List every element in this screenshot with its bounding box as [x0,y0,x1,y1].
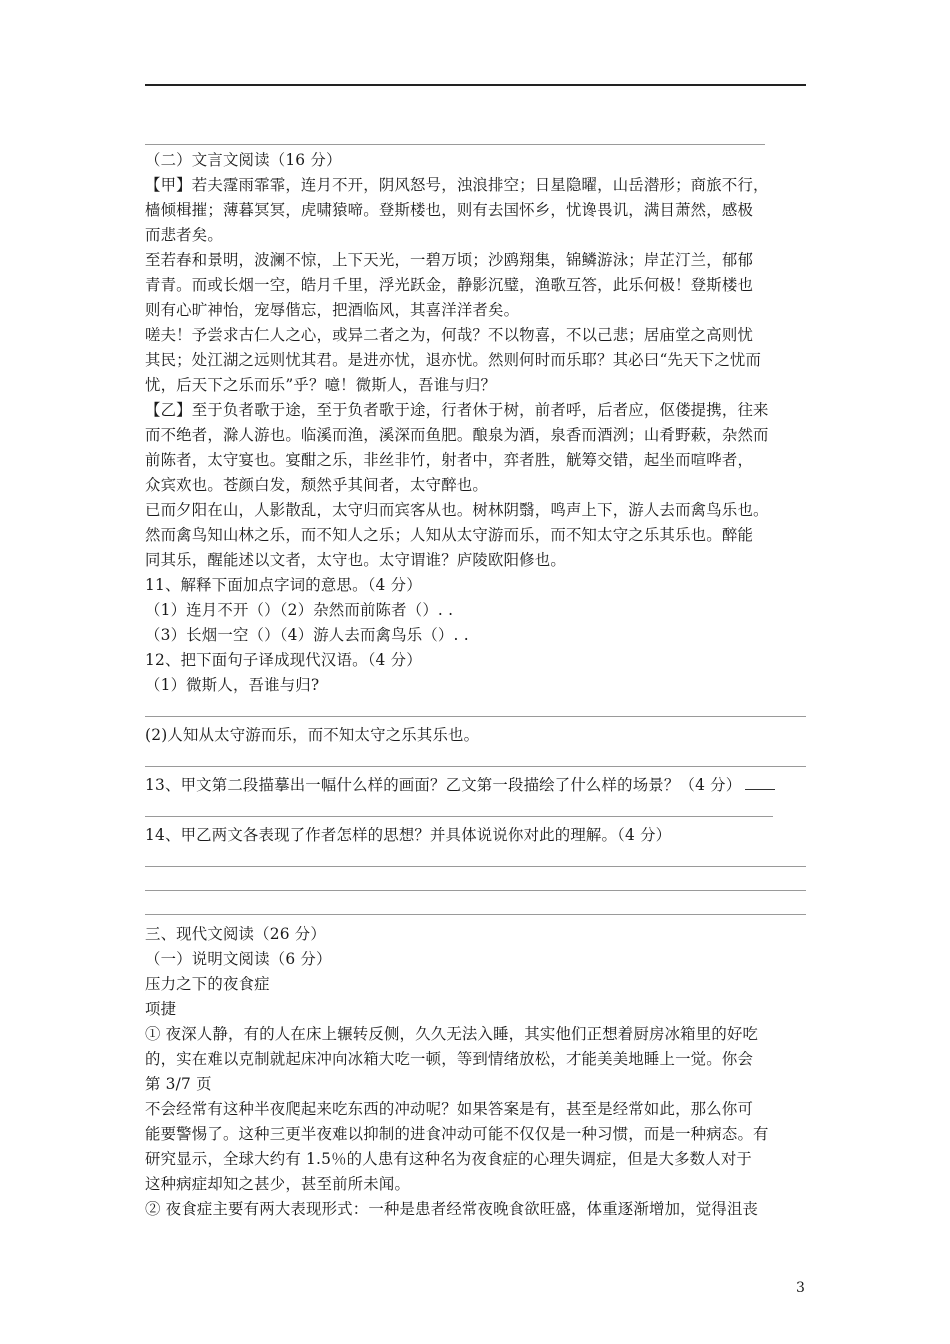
text-line: 樯倾楫摧；薄暮冥冥，虎啸猿啼。登斯楼也，则有去国怀乡，忧谗畏讥，满目萧然，感极 [145,201,754,219]
text-line: 忧，后天下之乐而乐”乎？噫！微斯人，吾谁与归？ [145,376,497,394]
answer-line [145,816,773,817]
text-line: 至若春和景明，波澜不惊，上下天光，一碧万顷；沙鸥翔集，锦鳞游泳；岸芷汀兰，郁郁 [145,251,754,269]
text-line: 则有心旷神怡，宠辱偕忘，把酒临风，其喜洋洋者矣。 [145,301,520,319]
text-line: 而不绝者，滁人游也。临溪而渔，溪深而鱼肥。酿泉为酒，泉香而酒洌；山肴野蔌，杂然而 [145,426,769,444]
answer-line [145,716,806,717]
question-11-items: （3）长烟一空（）（4）游人去而禽鸟乐（）. . [145,626,469,644]
text-line: 前陈者，太守宴也。宴酣之乐，非丝非竹，射者中，弈者胜，觥筹交错，起坐而喧哗者， [145,451,754,469]
question-13-text: 13、甲文第二段描摹出一幅什么样的画面？乙文第一段描绘了什么样的场景？（4 分） [145,776,742,794]
text-line: 这种病症却知之甚少，甚至前所未闻。 [145,1175,411,1193]
answer-line [145,766,806,767]
text-line: 而悲者矣。 [145,226,223,244]
question-12: 12、把下面句子译成现代汉语。（4 分） [145,651,422,669]
answer-line [145,914,806,915]
text-line: 研究显示，全球大约有 1.5％的人患有这种名为夜食症的心理失调症，但是大多数人对于 [145,1150,753,1168]
answer-line [145,866,806,867]
text-line: 其民；处江湖之远则忧其君。是进亦忧，退亦忧。然则何时而乐耶？其必曰“先天下之忧而 [145,351,762,369]
section-heading-modern: 三、现代文阅读（26 分） [145,925,326,943]
section-heading-classical: （二）文言文阅读（16 分） [145,151,342,169]
answer-line [145,890,806,891]
answer-blank [745,775,775,790]
question-13 [145,773,775,797]
page-marker: 第 3/7 页 [145,1075,212,1093]
subsection-heading: （一）说明文阅读（6 分） [145,950,332,968]
text-line: 同其乐，醒能述以文者，太守也。太守谓谁？庐陵欧阳修也。 [145,551,566,569]
page-number: 3 [796,1280,805,1296]
article-author: 项捷 [145,1000,177,1018]
text-line: 已而夕阳在山，人影散乱，太守归而宾客从也。树林阴翳，鸣声上下，游人去而禽鸟乐也。 [145,501,769,519]
header-rule [145,84,806,86]
question-12-item: (2)人知从太守游而乐，而不知太守之乐其乐也。 [145,726,480,744]
text-line: 【乙】至于负者歌于途，至于负者歌于途，行者休于树，前者呼，后者应，伛偻提携，往来 [145,401,769,419]
text-line: 青青。而或长烟一空，皓月千里，浮光跃金，静影沉璧，渔歌互答，此乐何极！登斯楼也 [145,276,754,294]
text-line: 不会经常有这种半夜爬起来吃东西的冲动呢？如果答案是有，甚至是经常如此，那么你可 [145,1100,754,1118]
text-line: 众宾欢也。苍颜白发，颓然乎其间者，太守醉也。 [145,476,488,494]
text-line: 然而禽鸟知山林之乐，而不知人之乐；人知从太守游而乐，而不知太守之乐其乐也。醉能 [145,526,754,544]
question-11-items: （1）连月不开（）（2）杂然而前陈者（）. . [145,601,454,619]
text-line: ① 夜深人静，有的人在床上辗转反侧，久久无法入睡，其实他们正想着厨房冰箱里的好吃 [145,1025,759,1043]
question-12-item: （1）微斯人，吾谁与归? [145,676,320,694]
answer-line [145,144,765,145]
text-line: ② 夜食症主要有两大表现形式：一种是患者经常夜晚食欲旺盛，体重逐渐增加，觉得沮丧 [145,1200,759,1218]
article-title: 压力之下的夜食症 [145,975,270,993]
text-line: 【甲】若夫霪雨霏霏，连月不开，阴风怒号，浊浪排空；日星隐曜，山岳潜形；商旅不行， [145,176,769,194]
text-line: 嗟夫！予尝求古仁人之心，或异二者之为，何哉？不以物喜，不以己悲；居庙堂之高则忧 [145,326,754,344]
question-11: 11、解释下面加点字词的意思。（4 分） [145,576,422,594]
question-14: 14、甲乙两文各表现了作者怎样的思想？并具体说说你对此的理解。（4 分） [145,826,672,844]
text-line: 的，实在难以克制就起床冲向冰箱大吃一顿，等到情绪放松，才能美美地睡上一觉。你会 [145,1050,754,1068]
text-line: 能要警惕了。这种三更半夜难以抑制的进食冲动可能不仅仅是一种习惯，而是一种病态。有 [145,1125,769,1143]
